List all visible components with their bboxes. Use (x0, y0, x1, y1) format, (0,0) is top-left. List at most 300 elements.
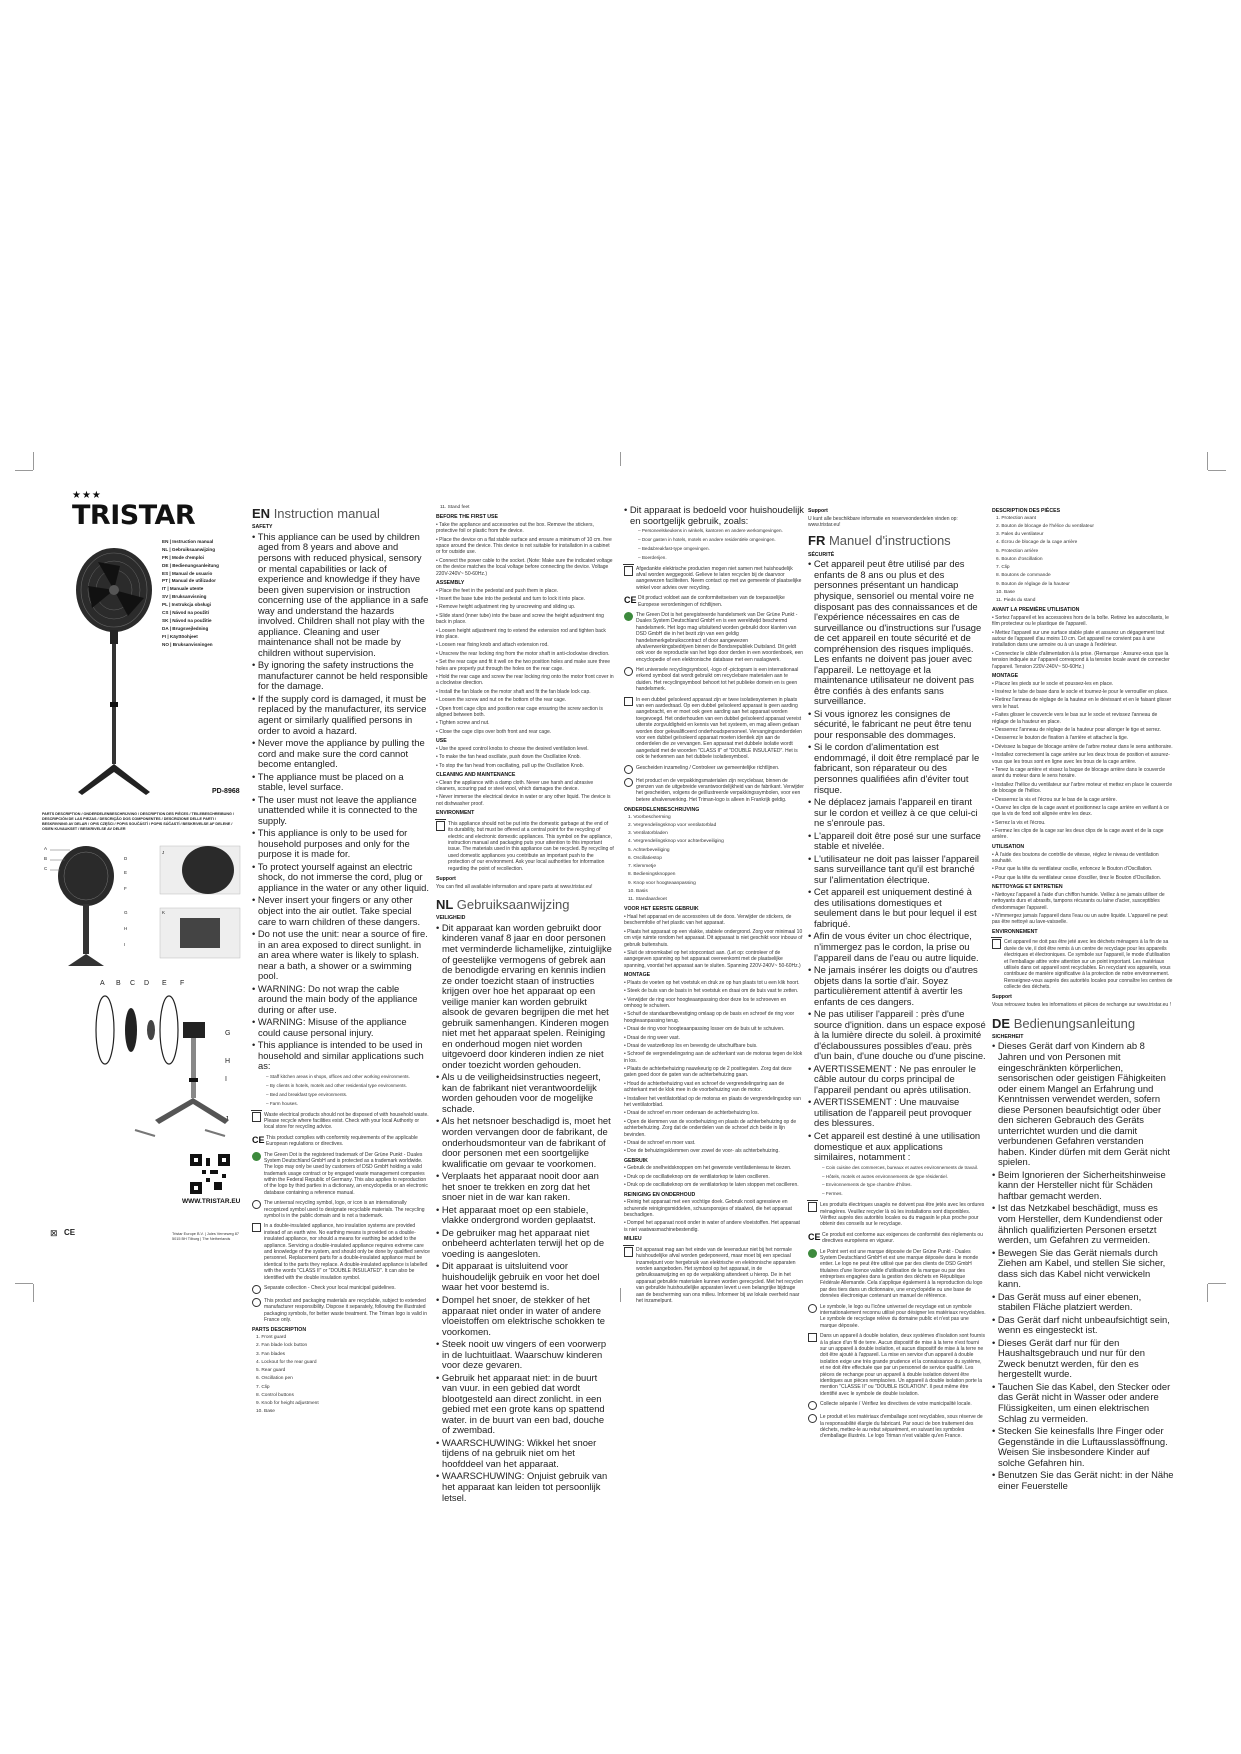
separate-collection-icon (808, 1401, 817, 1410)
safety-item: • The appliance must be placed on a stable, level surface. (252, 770, 404, 793)
assembly-item: • Tenez la cage arrière et vissez la bague de blocage arrière dans le couvercle avant du moteur dans le sens horaire. (992, 766, 1166, 780)
safety-item: • Cet appareil peut être utilisé par des enfants de 8 ans ou plus et des personnes présentant un handicap physique, sensoriel ou mental voire ne disposant pas des connaissances et de l'expérience nécessaires en cas de surveillance ou d'instructions sur l'usage de cet appareil en toute sécurité et de compréhension des risques impliqués. Les enfants ne doivent pas jouer avec l'appareil. Le nettoyage et la maintenance utilisateur ne doivent pas être confiés à des enfants sans surveillance. (808, 558, 982, 707)
part-item: 2. Fan blade lock button (256, 1343, 308, 1349)
safety-item: • Never move the appliance by pulling the cord and make sure the cord cannot become entangled. (252, 737, 425, 770)
safety-item: • Verplaats het apparaat nooit door aan het snoer te trekken en zorg dat het snoer niet in de war kan raken. (436, 1170, 599, 1203)
cleaning-item: • Dompel het apparaat nooit onder in water of andere vloeistoffen. Het apparaat is niet vaatwasmachinebestendig. (624, 1220, 800, 1233)
assembly-item: • Desserrez le bouton de fixation à l'arrière et attachez la tige. (992, 735, 1129, 742)
part-item: 2. Bouton de blocage de l'hélice du ventilateur (996, 523, 1094, 529)
first-use-item: • Take the appliance and accessories out the box. Remove the stickers, protective foil or plastic from the device. (436, 521, 594, 535)
de-heading (992, 1017, 1174, 1031)
safety-item: • Tauchen Sie das Kabel, den Stecker oder das Gerät nicht in Wasser oder andere Flüssigkeiten, um einen elektrischen Schlag zu vermeiden. (992, 1380, 1171, 1424)
safety-item: • Never insert your fingers or any other object into the air outlet. Take special care to warn children of these dangers. (252, 894, 421, 927)
language-item: CS | Návod na použití (162, 610, 209, 616)
safety-item: • Si vous ignorez les consignes de sécurité, le fabricant ne peut être tenu pour responsable des dommages. (808, 707, 972, 740)
support-text: You can find all available information and spare parts at www.tristar.eu! (436, 883, 593, 890)
triman-icon (624, 778, 633, 787)
safety-item: • L'appareil doit être posé sur une surface stable et nivelée. (808, 829, 981, 852)
double-insulation-icon (624, 697, 633, 706)
env-note: Afgedankte elektrische producten mogen niet samen met huishoudelijk afval worden weggegooid. Gelieve te laten recyclen bij de daarvoor aangewezen faciliteiten. Neem contact op met uw gemeente of plaatselijke winkel voor advies over recycling. (624, 566, 804, 592)
application-item: – By clients in hotels, motels and other residential type environments. (266, 1082, 407, 1088)
safety-item: • Steek nooit uw vingers of een voorwerp in de luchtuitlaat. Waarschuw kinderen voor deze gevaren. (436, 1338, 607, 1371)
first-use-item: • Sortez l'appareil et les accessoires hors de la boîte. Retirez les autocollants, le film protecteur ou le plastique de l'appareil. (992, 614, 1169, 628)
assembly-item: • Set the rear cage and fit it well on the two position holes and make sure three holes are properly put through the holes on the rear cage. (436, 659, 611, 672)
application-item: – Environnements de type chambre d'hôtes. (822, 1182, 912, 1188)
language-code: EN (252, 506, 271, 521)
part-item: 11. Pieds du stand (996, 598, 1036, 603)
language-item: SV | Bruksanvisning (162, 594, 207, 600)
part-item: 6. Bouton d'oscillation (996, 556, 1043, 562)
env-note: Separate collection - Check your local municipal guidelines. (252, 1285, 430, 1294)
safety-item: • Ne jamais insérer les doigts ou d'autres objets dans la sortie d'air. Soyez particulièrement attentif à avertir les enfants de ces dangers. (808, 964, 978, 1007)
diagram-label: H (124, 926, 128, 931)
green-dot-icon (252, 1152, 261, 1161)
assembly-item: • Tighten screw and nut. (436, 720, 490, 727)
part-item: 8. Boutons de commande (996, 573, 1051, 579)
part-item: 9. Knob for height adjustment (256, 1401, 319, 1407)
diagram-label: J (162, 850, 165, 855)
application-item: – Hôtels, motels et autres environnements de type résidentiel. (822, 1173, 948, 1179)
safety-item: • Dit apparaat is uitsluitend voor huishoudelijk gebruik en voor het doel waar het voor bestemd is. (436, 1260, 600, 1293)
assembly-item: • Hold the rear cage and screw the rear locking ring onto the motor front cover in a clockwise direction. (436, 673, 614, 687)
assembly-item: • Schuif de standaardbevestiging omlaag op de basis en schroef de ring voor hoogteaanpassing terug. (624, 1011, 795, 1024)
assembly-item: • Slide stand (inner tube) into the base and screw the height adjustment ring back in place. (436, 612, 604, 626)
cover-panel (40, 490, 245, 1270)
safety-item: • The user must not leave the appliance unattended while it is connected to the supply. (252, 793, 418, 826)
diagram-label: G (124, 910, 128, 915)
diagram-label: I (225, 1076, 227, 1083)
first-use-item: • Connect the power cable to the socket. (Note: Make sure the indicated voltage on the device matches the local voltage before connecting the device. Voltage 220V-240V~ 50-60Hz.) (436, 557, 613, 577)
assembly-item: • Install the fan blade on the motor shaft and fit the fan blade lock cap. (436, 688, 591, 695)
separate-collection-icon (624, 765, 633, 774)
manual-title: Bedienungsanleitung (1013, 1015, 1136, 1031)
diagram-label: D (144, 980, 150, 987)
double-insulation-icon (808, 1333, 817, 1342)
manual-title: Manuel d'instructions (828, 533, 951, 549)
safety-item: • Dompel het snoer, de stekker of het apparaat niet onder in water of andere vloeistoffen om elektrische schokken te voorkomen. (436, 1293, 605, 1337)
assembly-item: • Fermez les clips de la cage sur les deux clips de la cage avant et de la cage arrière. (992, 828, 1164, 841)
env-note: In a double-insulated appliance, two insulation systems are provided instead of an earth wire. No earthing means is provided on a double-insulated appliance, nor should a means for earthing be added to the appliance. Servicing a double-insulated appliance requires extreme care and knowledge of the system, and should only be done by qualified service personnel. Replacement parts for a double-insulated appliance must be identical to the parts they replace. A double-insulated appliance is labelled with the words "CLASS II" or "DOUBLE INSULATED". It can also be identified with the double insulation symbol. (252, 1223, 430, 1281)
use-item: • To make the fan head oscillate, push down the Oscillation Knob. (436, 754, 581, 761)
first-use-item: • Connectez le câble d'alimentation à la prise. (Remarque : Assurez-vous que la tension indiquée sur l'appareil correspond à la tension locale avant de connecter l'appareil. Tension 220V-240V~ 50-60Hz.) (992, 650, 1170, 670)
fr-heading (808, 534, 986, 548)
assembly-item: • Serrez la vis et l'écrou. (992, 819, 1046, 826)
safety-item: • This appliance is intended to be used in household and similar applications such as: (252, 1039, 424, 1072)
part-item: 7. Clip (256, 1384, 270, 1390)
part-item: 4. Vergrendelingsknop voor achterbeveiliging (628, 839, 724, 845)
language-item: SK | Návod na použitie (162, 617, 212, 623)
language-item: NL | Gebruiksaanwijzing (162, 546, 216, 552)
safety-item: • Das Gerät darf nicht unbeaufsichtigt sein, wenn es eingesteckt ist. (992, 1313, 1170, 1336)
use-item: • Use the speed control knobs to choose the desired ventilation level. (436, 745, 589, 752)
assembly-item: • Insert the base tube into the pedestal and turn to lock it into place. (436, 596, 586, 603)
application-item: – Coin cuisine des commerces, bureaux et autres environnements de travail. (822, 1164, 979, 1170)
weee-bin-icon (808, 1202, 817, 1212)
assembly-item: • Draai de vastzetknop los en bevestig de uitschuifbare buis. (624, 1042, 758, 1049)
assembly-item: • Verwijder de ring voor hoogteaanpassing door deze los te schroeven en omhoog te schuiven. (624, 996, 787, 1009)
safety-item: • AVERTISSEMENT : Une mauvaise utilisation de l'appareil peut provoquer des blessures. (808, 1096, 972, 1129)
environment-note: Cet appareil ne doit pas être jeté avec les déchets ménagers à la fin de sa durée de vie, il doit être remis à un centre de recyclage pour les appareils électriques et électroniques. Ce symbole sur l'appareil, le mode d'utilisation et l'emballage attire votre attention sur un point important. Les matériaux utilisés dans cet appareil sont recyclables. En recyclant vos appareils, vous contribuez de manière significative à la protection de notre environnement. Renseignez-vous auprès des autorités locales pour connaître les centres de collecte des déchets. (992, 939, 1174, 990)
part-item: 1. Voorbescherming (628, 814, 671, 820)
address-line: Tristar Europe B.V. | Jules Verneweg 87 (172, 1232, 239, 1236)
safety-item: • Si le cordon d'alimentation est endommagé, il doit être remplacé par le fabricant, son réparateur ou des personnes qualifiées afin d'éviter tout risque. (808, 741, 980, 795)
safety-item: • Do not use the unit: near a source of fire. in an area exposed to direct sunlight. in an area where water is likely to splash. near a bath, a shower or a swimming pool. (252, 928, 428, 982)
brand-stars-icon: ★★★ (72, 490, 102, 501)
language-item: IT | Manuale utente (162, 586, 204, 592)
language-item: FI | Käyttöohjeet (162, 633, 198, 639)
company-address (172, 1232, 239, 1243)
safety-item: • If the supply cord is damaged, it must be replaced by the manufacturer, its service agent or similarly qualified persons in order to avoid a hazard. (252, 692, 427, 736)
language-code: DE (992, 1015, 1011, 1031)
safety-item: • Cet appareil est uniquement destiné à des utilisations domestiques et seulement dans le but pour lequel il est fabriqué. (808, 886, 977, 929)
green-dot-icon (808, 1249, 817, 1258)
part-item: 5. Achterbeveiliging (628, 847, 670, 853)
safety-item: • Benutzen Sie das Gerät nicht: in der Nähe einer Feuerstelle (992, 1469, 1174, 1491)
assembly-item: • Schroef de vergrendelingsring aan de achterkant van de motoras tegen de klok in los. (624, 1051, 803, 1064)
assembly-item: • Loosen height adjustment ring to extend the extension rod and tighten back into place. (436, 627, 606, 641)
env-note: CE Ce produit est conforme aux exigences de conformité des règlements ou directives européens en vigueur. (808, 1231, 983, 1245)
language-item: PT | Manual de utilizador (162, 578, 216, 584)
separate-collection-icon (252, 1285, 261, 1294)
section-heading: ASSEMBLY (436, 580, 465, 587)
brand-logo: TRISTAR (72, 500, 196, 531)
language-code: NL (436, 896, 454, 912)
crop-mark (15, 1283, 33, 1284)
weee-bin-icon (436, 821, 445, 831)
part-item: 3. Ventilatorbladen (628, 831, 668, 837)
crop-mark (33, 1284, 34, 1302)
diagram-label: B (44, 856, 48, 861)
section-heading: USE (436, 738, 447, 745)
diagram-label: F (180, 980, 185, 987)
part-item: 6. Oscillatiestop (628, 855, 662, 861)
en-column-1 (252, 505, 430, 1415)
section-heading: CLEANING AND MAINTENANCE (436, 771, 516, 778)
language-item: NO | Bruksanvisningen (162, 641, 213, 647)
section-heading: ONDERDELENBESCHRIJVING (624, 807, 700, 814)
safety-item: • Ne déplacez jamais l'appareil en tirant sur le cordon et veillez à ce que celui-ci ne s'enroule pas. (808, 796, 978, 829)
env-note: Gescheiden inzameling / Controleer uw gemeentelijke richtlijnen. (624, 765, 804, 774)
diagram-label: C (44, 866, 48, 871)
bin-icon: ⊠ (50, 1228, 58, 1238)
exploded-diagram-large (95, 990, 230, 1140)
part-item: 9. Bouton de réglage de la hauteur (996, 581, 1070, 587)
recycle-icon (252, 1200, 261, 1209)
language-item: DE | Bedienungsanleitung (162, 562, 219, 568)
weee-bin-icon (252, 1112, 261, 1122)
exploded-diagram-small (40, 838, 245, 968)
assembly-item: • Close the cage clips over both front and rear cage. (436, 728, 552, 735)
section-heading: Support (992, 994, 1012, 1001)
safety-item: • Bewegen Sie das Gerät niemals durch Ziehen am Kabel, und stellen Sie sicher, dass sich das Kabel nicht verwickeln kann. (992, 1246, 1166, 1290)
safety-item: • Das Gerät muss auf einer ebenen, stabilen Fläche platziert werden. (992, 1290, 1142, 1313)
section-heading: MONTAGE (992, 673, 1019, 680)
crop-mark (1208, 470, 1226, 471)
safety-item: • WARNING: Do not wrap the cable around the main body of the appliance during or after use. (252, 982, 418, 1015)
diagram-label: E (124, 870, 128, 875)
parts-banner: PARTS DESCRIPTION / ONDERDELENBESCHRIJVING / DESCRIPTION DES PIÈCES / TEILEBESCHREIBUNG / DESCRIPCIÓN DE LAS PIEZAS / DESCRIÇÃO DOS COMPONENTES / DESCRIZIONE DELLE PARTI / BESKRIVNING AV DELAR / OPIS CZĘŚCI / POPIS SOUČÁSTÍ / POPIS SÚČASTÍ / BESKRIVELSE AF DELENE / OSIEN KUVAUKSET / BESKRIVELSE AV DELER (42, 812, 234, 831)
environment-note: Dit apparaat mag aan het einde van de levensduur niet bij het normale huishoudelijke afval worden gedeponeerd, maar moet bij een speciaal inzamelpunt voor hergebruik van elektrische en elektronische apparaten worden aangeboden. Het symbool op het apparaat, in de gebruiksaanwijzing en op de verpakking attendeert u hierop. De in het apparaat gebruikte materialen kunnen worden gerecycled. Met het recyclen van gebruikte huishoudelijke apparaten levert u een belangrijke bijdrage aan de bescherming van ons milieu. Informeer bij uw lokale overheid naar het inzamelpunt. (624, 1247, 804, 1305)
crop-mark (15, 470, 33, 471)
section-heading: DESCRIPTION DES PIÈCES (992, 508, 1061, 514)
model-number: PD-8968 (212, 788, 240, 795)
assembly-item: • Dévissez la bague de blocage arrière de l'arbre moteur dans le sens antihoraire. (992, 743, 1173, 750)
recycle-icon (624, 667, 633, 676)
env-note: Le symbole, le logo ou l'icône universel de recyclage est un symbole internationalement reconnu utilisé pour désigner les matériaux recyclables. Le symbole de recyclage relève du domaine public et n'est pas une marque déposée. (808, 1304, 986, 1330)
safety-item: • Als u de veiligheidsinstructies negeert, kan de fabrikant niet verantwoordelijk worden gehouden voor de mogelijke schade. (436, 1071, 601, 1114)
language-item: EN | Instruction manual (162, 539, 214, 544)
safety-item: • L'utilisateur ne doit pas laisser l'appareil sans surveillance tant qu'il est branché sur l'alimentation électrique. (808, 852, 980, 885)
env-note: In een dubbel geïsoleerd apparaat zijn er twee isolatiesystemen in plaats van een aardedraad. Op een dubbel geïsoleerd apparaat is geen aarding aangebracht, en er moet ook geen aarding aan het apparaat worden toegevoegd. Het onderhouden van een dubbel geïsoleerd apparaat vereist uiterste zorgvuldigheid en kennis van het systeem, en mag alleen gedaan worden door gekwalificeerd onderhoudspersoneel. Vervangingsonderdelen voor een dubbel geïsoleerd apparaat moeten identiek zijn aan de onderdelen die ze vervangen. Een apparaat met dubbele isolatie wordt aangeduid met de woorden "CLASS II" of "DOUBLE INSULATED". Het is ook te herkennen aan het dubbele isolatiesymbool. (624, 697, 804, 761)
section-heading: Support (808, 508, 828, 514)
application-item: – Personeelskeukens in winkels, kantoren en andere werkomgevingen. (638, 528, 783, 534)
language-index (162, 538, 252, 648)
section-heading: SICHERHEIT (992, 1033, 1024, 1040)
diagram-label: D (124, 856, 128, 861)
section-heading: BEFORE THE FIRST USE (436, 514, 498, 521)
section-heading: PARTS DESCRIPTION (252, 1327, 307, 1334)
diagram-label: G (225, 1030, 231, 1037)
language-item: PL | Instrukcja obsługi (162, 602, 211, 608)
assembly-item: • Loosen rear fixing knob and attach extension rod. (436, 642, 549, 649)
safety-item: • Als het netsnoer beschadigd is, moet het worden vervangen door de fabrikant, de onderhoudsmonteur van de fabrikant of door personen met een soortgelijke kwalificatie om gevaar te voorkomen. (436, 1115, 611, 1169)
crop-mark (1207, 452, 1208, 470)
assembly-item: • Installeer het ventilatorblad op de motoras en plaats de vergrendelingsdop van het ventilatorblad. (624, 1095, 801, 1109)
application-item: – Door gasten in hotels, motels en andere residentiële omgevingen. (638, 536, 776, 542)
address-line: 5015 BH Tilburg | The Netherlands (172, 1237, 231, 1242)
section-heading: SÉCURITÉ (808, 551, 835, 558)
part-item: 4. Écrou de blocage de la cage arrière (996, 540, 1078, 546)
env-note: Le Point vert est une marque déposée de Der Grüne Punkt - Duales System Deutschland GmbH et est une marque déposée dans le monde entier. Le logo ne peut être utilisé que par des clients de DSD GmbH titulaires d'une licence valide d'utilisation de la marque ou par des entreprises engagées dans la gestion des déchets en République Fédérale Allemande. Cela s'applique également à la reproduction du logo par des tiers dans un dictionnaire, une encyclopédie ou une base de données électronique contenant un manuel de référence. (808, 1249, 986, 1300)
assembly-item: • Plaats de achterbehuizing nauwkeurig op de 2 positiegaten. Zorg dat deze gaten goed door de gaten van de achterbehuizing gaan. (624, 1066, 792, 1079)
language-item: ES | Manual de usuario (162, 570, 213, 576)
assembly-item: • Draai de ring weer vast. (624, 1034, 680, 1041)
triman-icon (252, 1298, 261, 1307)
safety-item: • Dit apparaat kan worden gebruikt door kinderen vanaf 8 jaar en door personen met verminderde lichamelijke, zintuiglijke of geestelijke vermogens of gebrek aan de benodigde ervaring en kennis indien ze onder toezicht staan of instructies krijgen over hoe het apparaat op een veilige manier kan worden gebruikt alsook de gevaren begrijpen die met het gebruik samenhangen. Kinderen mogen niet met het apparaat spelen. Reiniging en onderhoud mogen niet worden uitgevoerd door kinderen indien ze niet onder toezicht worden gehouden. (436, 921, 612, 1070)
section-heading: ENVIRONNEMENT (992, 928, 1038, 935)
green-dot-icon (624, 612, 633, 621)
assembly-item: • Installez l'hélice du ventilateur sur l'arbre moteur et mettez en place le couvercle de blocage de l'hélice. (992, 781, 1173, 795)
section-heading: VOOR HET EERSTE GEBRUIK (624, 906, 699, 913)
first-use-item: • Plaats het apparaat op een vlakke, stabiele ondergrond. Zorg voor minimaal 10 cm vrije ruimte rondom het apparaat. Dit apparaat is niet geschikt voor inbouw of gebruik buitenshuis. (624, 928, 803, 948)
safety-item: • Afin de vous éviter un choc électrique, n'immergez pas le cordon, la prise ou l'appareil dans de l'eau ou autre liquide. (808, 930, 979, 963)
assembly-item: • Remove height adjustment ring by unscrewing and sliding up. (436, 604, 576, 611)
fr-column-1 (808, 505, 986, 1440)
part-item: 6. Oscillation pen (256, 1376, 293, 1382)
double-insulation-icon (252, 1223, 261, 1232)
assembly-item: • Open front cage clips and position rear cage ensuring the screw section is aligned between both. (436, 705, 603, 718)
assembly-item: • Installez correctement la cage arrière sur les deux trous de position et assurez-vous que les trous sont en ligne avec les trous de la cage arrière. (992, 752, 1170, 765)
first-use-item: • Haal het apparaat en de accessoires uit de doos. Verwijder de stickers, de beschermfolie of het plastic van het apparaat. (624, 914, 792, 927)
safety-item: • Dieses Gerät darf nur für den Haushaltsgebrauch und nur für den Zweck benutzt werden, für den es hergestellt wurde. (992, 1336, 1145, 1380)
website-link[interactable]: WWW.TRISTAR.EU (182, 1198, 241, 1205)
nl-heading (436, 898, 614, 912)
assembly-item: • Loosen the screw and nut on the bottom of the rear cage. (436, 697, 567, 704)
env-note: This product and packaging materials are recyclable, subject to extended manufacturer responsibility. Dispose it separately, following the illustrated packaging symbols, for better waste treatment. The Triman logo is valid in France only. (252, 1298, 430, 1324)
assembly-item: • Open de klemmen van de voorbehuizing en plaats de achterbehuizing op de achterbehuizing. Zorg dat de onderdelen van de schroef zich beide in lijn bevinden. (624, 1118, 797, 1138)
crop-mark (1207, 1284, 1208, 1302)
section-heading: Support (436, 875, 456, 882)
assembly-item: • Place the feet in the pedestal and push them in place. (436, 587, 559, 594)
weee-bin-icon (624, 1247, 633, 1257)
diagram-label: F (124, 886, 127, 891)
assembly-item: • Draai de ring voor hoogteaanpassing losser om de buis uit te schuiven. (624, 1026, 785, 1033)
safety-item: • Ne pas utiliser l'appareil : près d'une source d'ignition. dans un espace exposé à la lumière directe du soleil. à proximité d'éclaboussures possibles d'eau. près d'un bain, d'une douche ou d'une piscine. (808, 1008, 986, 1062)
safety-item: • Beim Ignorieren der Sicherheitshinweise kann der Hersteller nicht für Schäden haftbar gemacht werden. (992, 1168, 1166, 1201)
part-item: 3. Fan blades (256, 1351, 286, 1357)
assembly-item: • Draai de schroef en moer onderaan de achterbehuizing los. (624, 1110, 759, 1117)
part-item: 8. Bedieningsknoppen (628, 872, 676, 878)
standing-fan-illustration (68, 542, 160, 802)
safety-item: • Gebruik het apparaat niet: in de buurt van vuur. in een gebied dat wordt blootgesteld aan direct zonlicht. in een gebied met een grote kans op spattend water. in de buurt van een bad, douche of zwembad. (436, 1371, 605, 1436)
fr-column-2 (992, 505, 1174, 1491)
support-text: U kunt alle beschikbare informatie en reserveonderdelen vinden op: www.tristar.eu! (808, 515, 958, 529)
en-column-2 (436, 505, 614, 1503)
safety-item: • AVERTISSEMENT : Ne pas enrouler le câble autour du corps principal de l'appareil pendant ou après utilisation. (808, 1062, 976, 1095)
assembly-item: • Desserrez l'anneau de réglage de la hauteur pour allonger le tige et serrez. (992, 727, 1162, 734)
env-note: Les produits électriques usagés ne doivent pas être jetés avec les ordures ménagères. Veuillez recycler là où les installations sont disponibles. Vérifiez auprès des autorités locales ou du magasin le plus proche pour obtenir des conseils sur le recyclage. (808, 1202, 986, 1228)
ce-icon: CE (64, 1228, 76, 1237)
application-item: – Bed&breakfast-type omgevingen. (638, 545, 710, 551)
section-heading: ENVIRONMENT (436, 810, 475, 817)
safety-item: • This appliance is only to be used for household purposes and only for the purpose it is made for. (252, 827, 410, 860)
env-note: CE This product complies with conformity requirements of the applicable European regulations or directives. (252, 1134, 418, 1148)
recycle-icon (808, 1304, 817, 1313)
assembly-item: • Unscrew the rear locking ring from the motor shaft in anti-clockwise direction. (436, 650, 610, 657)
first-use-item: • Sluit de stroomkabel op het stopcontact aan. (Let op: controleer of de aangegeven spanning op het apparaat overeenkomt met de plaatselijke spanning, voordat het apparaat aan te sluiten. Spanning 220V-240V~ 50-60Hz.) (624, 949, 801, 969)
env-note: Het product en de verpakkingsmaterialen zijn recyclebaar, binnen de grenzen van de uitgebreide verantwoordelijkheid van de fabrikant. Verwijder het gescheiden, volgens de geïllustreerde verpakkingssymbolen, voor een betere afvalverwerking. Het Triman-logo is alleen in Frankrijk geldig. (624, 778, 804, 804)
safety-item: • Ist das Netzkabel beschädigt, muss es vom Hersteller, dem Kundendienst oder ähnlich qualifizierten Personen ersetzt werden, um Gefahren zu vermeiden. (992, 1202, 1163, 1246)
part-item: 5. Protection arrière (996, 548, 1039, 554)
use-item: • Pour que la tête du ventilateur cesse d'osciller, tirez le Bouton d'Oscillation. (992, 874, 1162, 881)
nl-column-2 (624, 504, 804, 1304)
assembly-item: • Draai de schroef en moer vast. (624, 1140, 696, 1146)
ce-icon: CE (252, 1134, 265, 1145)
part-item: 2. Vergrendelingsknop voor ventilatorblad (628, 823, 717, 829)
ce-icon: CE (808, 1231, 821, 1242)
qr-code (190, 1154, 230, 1194)
safety-item: • This appliance can be used by children aged from 8 years and above and persons with reduced physical, sensory or mental capabilities or lack of experience and knowledge if they have been given supervision or instruction concerning use of the appliance in a safe way and understand the hazards involved. Children shall not play with the appliance. Cleaning and user maintenance shall not be made by children without supervision. (252, 530, 429, 658)
section-heading: MILIEU (624, 1236, 642, 1243)
safety-item: • Cet appareil est destiné à une utilisation domestique et aux applications similaires, notamment : (808, 1130, 981, 1163)
part-item: 11. Standaardvoet (628, 897, 667, 903)
crop-mark (1208, 1283, 1226, 1284)
weee-bin-icon (992, 939, 1001, 949)
env-note: Le produit et les matériaux d'emballage sont recyclables, sous réserve de la responsabilité élargie du fabricant. Par souci de bon traitement des déchets, mettez-le au rebut séparément, en suivant les symboles d'emballage illustrés. Le logo Triman n'est valable qu'en France. (808, 1414, 986, 1440)
env-note: Waste electrical products should not be disposed of with household waste. Please recycle where facilities exist. Check with your local Authority or local store for recycling advice. (252, 1112, 430, 1131)
language-item: FR | Mode d'emploi (162, 554, 204, 560)
part-item: 10. Basis (628, 888, 648, 894)
diagram-label: A (44, 846, 48, 851)
env-note: CE Dit product voldoet aan de conformiteitseisen van de toepasselijke Europese verordeningen of richtlijnen. (624, 595, 785, 608)
assembly-item: • Doe de behuizingsklemmen over zowel de voor- als achterbehuizing. (624, 1148, 780, 1155)
cleaning-item: • Clean the appliance with a damp cloth. Never use harsh and abrasive cleaners, scouring pad or steel wool, which damages the device. (436, 779, 594, 792)
language-item: DA | Brugsvejledning (162, 625, 209, 631)
manual-title: Instruction manual (273, 506, 380, 521)
fold-mark (620, 452, 621, 466)
section-heading: SAFETY (252, 524, 273, 531)
diagram-label: E (162, 980, 167, 987)
application-item: – Fermes. (822, 1191, 843, 1197)
diagram-label: I (124, 942, 126, 947)
env-note: Dans un appareil à double isolation, deux systèmes d'isolation sont fournis à la place d'un fil de terre. Aucun dispositif de mise à la terre n'est fourni sur un appareil à double isolation, et aucun dispositif de mise à la terre ne doit être ajouté à l'appareil. La mise en service d'un appareil à double isolation exige une très grande prudence et la connaissance du système, et ne doit être effectuée que par un personnel de service qualifié. Les pièces de rechange pour un appareil à double isolation doivent être identiques aux pièces remplacées. Un appareil à double isolation porte la mention "CLASSE II" ou "DOUBLE ISOLATION". Il peut même être identifié avec le symbole de double isolation. (808, 1333, 986, 1397)
section-heading: AVANT LA PREMIÈRE UTILISATION (992, 607, 1080, 614)
diagram-label: C (130, 980, 136, 987)
assembly-item: • Insérez le tube de base dans le socle et tournez-le pour le verrouiller en place. (992, 689, 1169, 696)
cleaning-item: • Never immerse the electrical device in water or any other liquid. The device is not dishwasher proof. (436, 794, 611, 807)
safety-item: • WAARSCHUWING: Wikkel het snoer tijdens of na gebruik niet om het hoofddeel van het apparaat. (436, 1436, 597, 1469)
use-item: • To stop the fan head from oscillating, pull up the Oscillation Knob. (436, 762, 584, 769)
safety-item: • Dieses Gerät darf von Kindern ab 8 Jahren und von Personen mit eingeschränkten körperlichen, sensorischen oder geistigen Fähigkeiten oder einem Mangel an Erfahrung und Kenntnissen verwendet werden, sofern diese Personen beaufsichtigt oder über den sicheren Gebrauch des Geräts unterrichtet wurden und die damit verbundenen Gefahren verstanden haben. Kinder dürfen mit dem Gerät nicht spielen. (992, 1040, 1170, 1168)
section-heading: NETTOYAGE ET ENTRETIEN (992, 884, 1063, 891)
part-item: 4. Lockout for the rear guard (256, 1359, 317, 1365)
assembly-item: • Retirez l'anneau de réglage de la hauteur en le dévissant et en le faisant glisser vers le haut. (992, 697, 1172, 710)
assembly-item: • Faites glisser le couvercle vers le bas sur le socle et revissez l'anneau de réglage de la hauteur en place. (992, 712, 1158, 725)
part-item: 11. Stand feet (440, 505, 470, 510)
first-use-item: • Place the device on a flat stable surface and ensure a minimum of 10 cm. free space around the device. This device is not suitable for installation in a cabinet or for outside use. (436, 536, 612, 556)
environment-note: This appliance should not be put into the domestic garbage at the end of its durability, but must be offered at a central point for the recycling of electric and electronic domestic appliances. This symbol on the appliance, instruction manual and packaging puts your attention to this important issue. The materials used in this appliance can be recycled. By recycling of used domestic appliances you contribute an important push to the protection of our environment. Ask your local authorities for information regarding the point of recollection. (436, 821, 614, 872)
ce-icon: CE (624, 595, 637, 606)
part-item: 8. Control buttons (256, 1392, 294, 1398)
env-note: The Green Dot is het geregistreerde handelsmerk van Der Grüne Punkt - Duales System Deutschland GmbH en is een wereldwijd beschermd handelsmerk. Het logo mag uitsluitend worden gebruikt door klanten van DSD GmbH die in het bezit zijn van een geldig handelsmerkgebruikscontract of door aangewezen afvalverwerkingsbedrijven binnen de Bondsrepubliek Duitsland. Dit geldt ook voor de reproductie van het logo door derden in een woordenboek, een encyclopedie of een elektronische database met een naslagwerk. (624, 612, 804, 663)
section-heading: GEBRUIK (624, 1157, 648, 1164)
cleaning-item: • N'immergez jamais l'appareil dans l'eau ou un autre liquide. L'appareil ne peut pas être nettoyé au lave-vaisselle. (992, 912, 1168, 926)
part-item: 7. Clip (996, 565, 1010, 571)
part-item: 1. Front guard (256, 1335, 287, 1341)
safety-item: • De gebruiker mag het apparaat niet onbeheerd achterlaten terwijl het op de voeding is aangesloten. (436, 1226, 605, 1259)
env-note: The Green Dot is the registered trademark of Der Grüne Punkt - Duales System Deutschland GmbH and is protected as a trademark worldwide. The logo may only be used by customers of DSD GmbH holding a valid trademark usage contract or by engaged waste management companies within the Federal Republic of Germany. This also applies to reproduction of the logo by third parties in a dictionary, an encyclopedia or an electronic database containing a reference manual. (252, 1152, 430, 1197)
safety-item: • Het apparaat moet op een stabiele, vlakke ondergrond worden geplaatst. (436, 1203, 596, 1226)
safety-item: • To protect yourself against an electric shock, do not immerse the cord, plug or appliance in the water or any other liquid. (252, 860, 429, 893)
part-item: 9. Knop voor hoogteaanpassing (628, 880, 696, 886)
part-item: 10. Base (996, 589, 1015, 595)
part-item: 7. Klemmetje (628, 864, 656, 870)
support-text: Vous retrouvez toutes les informations et pièces de rechange sur www.tristar.eu ! (992, 1002, 1171, 1009)
env-note: Collecte séparée / Vérifiez les directives de votre municipalité locale. (808, 1401, 986, 1410)
use-item: • Druk op de oscillatieknop om de ventilatorkop te laten oscilleren. (624, 1173, 770, 1180)
assembly-item: • Plaats de voeten op het voetstuk en druk ze op hun plaats tot u een klik hoort. (624, 979, 800, 986)
part-item: 10. Base (256, 1409, 275, 1415)
safety-item: • Stecken Sie keinesfalls Ihre Finger oder Gegenstände in die Luftausslassöffnung. Weisen Sie insbesondere Kinder auf solche Gefahren hin. (992, 1425, 1168, 1468)
application-item: – Bed and breakfast type environments. (266, 1091, 348, 1097)
assembly-item: • Houd de achterbehuizing vast en schroef de vergrendelingsring aan de achterkant met de klok mee in de voorbehuizing van de motor. (624, 1080, 785, 1094)
first-use-item: • Mettez l'appareil sur une surface stable plate et assurez un dégagement tout autour de l'appareil d'au moins 10 cm. Cet appareil ne convient pas à une installation dans une armoire ou à un usage à l'extérieur. (992, 629, 1165, 649)
env-note: The universal recycling symbol, logo, or icon is an internationally recognized symbol used to designate recyclable materials. The recycling symbol is in the public domain and is not a trademark. (252, 1200, 430, 1219)
safety-item: • By ignoring the safety instructions the manufacturer cannot be held responsible for the damage. (252, 659, 428, 692)
diagram-label: H (225, 1058, 231, 1065)
use-item: • À l'aide des boutons de contrôle de vitesse, réglez le niveau de ventilation souhaité. (992, 851, 1159, 864)
part-item: 5. Rear guard (256, 1368, 286, 1374)
assembly-item: • Ouvrez les clips de la cage avant et positionnez la cage arrière en veillant à ce que la vis de fond soit alignée entre les deux. (992, 804, 1169, 818)
use-item: • Druk op de oscillatieknop om de ventilatorkop te laten stoppen met oscilleren. (624, 1182, 799, 1189)
manual-title: Gebruiksaanwijzing (456, 896, 570, 912)
safety-item: • Dit apparaat is bedoeld voor huishoudelijk en soortgelijk gebruik, zoals: (624, 504, 804, 526)
section-heading: VEILIGHEID (436, 915, 466, 922)
cleaning-item: • Reinig het apparaat met een vochtige doek. Gebruik nooit agressieve en schurende reinigingsmiddelen, schuursponsjes of staalwol, die het apparaat beschadigen. (624, 1199, 792, 1219)
use-item: • Gebruik de snelheidsknoppen om het gewenste ventilatieniveau te kiezen. (624, 1165, 792, 1172)
assembly-item: • Desserrez la vis et l'écrou sur le bas de la cage arrière. (992, 796, 1117, 803)
diagram-label: B (116, 980, 121, 987)
section-heading: UTILISATION (992, 843, 1025, 850)
safety-item: • WAARSCHUWING: Onjuist gebruik van het apparaat kan leiden tot persoonlijk letsel. (436, 1470, 608, 1503)
application-item: – Farm houses. (266, 1100, 298, 1106)
env-note: Het universele recyclingsymbool, -logo of -pictogram is een internationaal erkend symbool dat wordt gebruikt om recyclebare materialen aan te duiden. Het recyclingsymbool behoort tot het publieke domein en is geen handelsmerk. (624, 667, 804, 693)
use-item: • Pour que la tête du ventilateur oscille, enfoncez le Bouton d'Oscillation. (992, 866, 1153, 873)
cleaning-item: • Nettoyez l'appareil à l'aide d'un chiffon humide. Veillez à ne jamais utiliser de nettoyants durs et abrasifs, tampons récurants ou laine d'acier, susceptibles d'endommager l'appareil. (992, 891, 1165, 911)
triman-icon (808, 1414, 817, 1423)
weee-bin-icon (624, 566, 633, 576)
assembly-item: • Steek de buis van de basis in het voetstuk en draai om de buis vast te zetten. (624, 988, 799, 995)
